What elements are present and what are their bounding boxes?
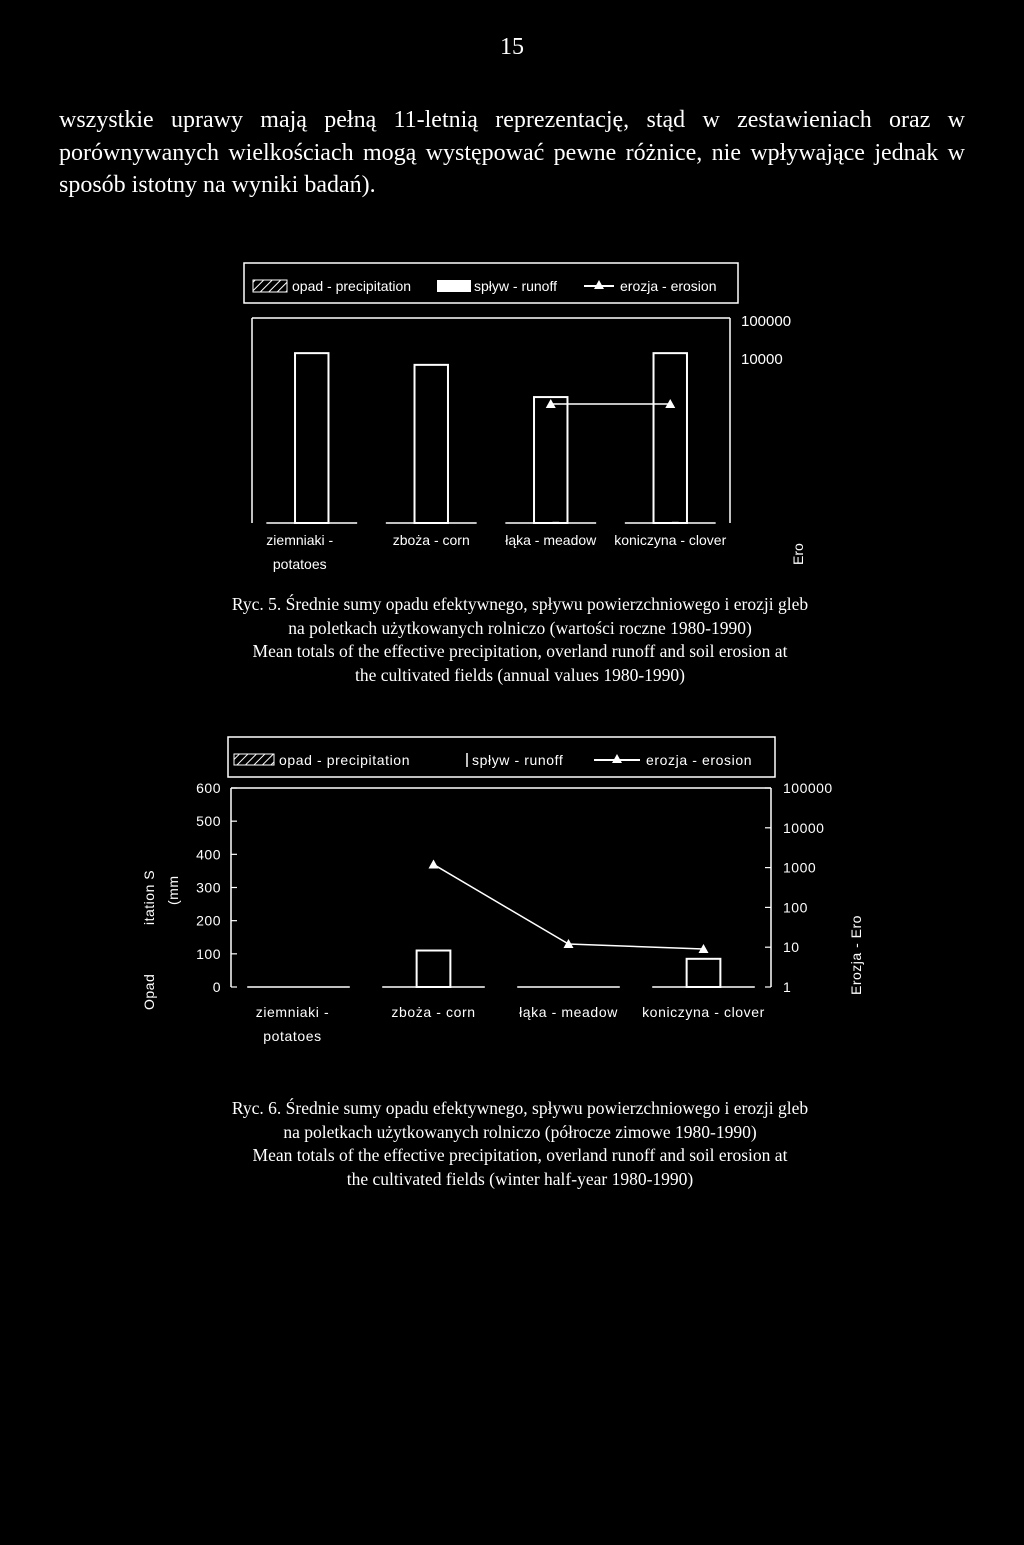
legend-label-erosion: erozja - erosion	[620, 278, 717, 294]
legend-label-runoff: spływ - runoff	[474, 278, 557, 294]
legend-label-erosion: erozja - erosion	[646, 752, 753, 768]
erosion-point-0	[429, 859, 439, 868]
right-tick-label-1: 1	[783, 979, 792, 995]
right-axis	[765, 780, 833, 995]
legend-label-precipitation: opad - precipitation	[292, 278, 412, 294]
figure-5-caption-en-line-2: the cultivated fields (annual values 1980-1990)	[355, 664, 685, 685]
figure-6-caption-en-line-1: Mean totals of the effective precipitation, overland runoff and soil erosion at	[252, 1145, 788, 1165]
category-label-ziemniaki-potatoes-1: potatoes	[272, 556, 327, 572]
right-tick-label-1000: 1000	[783, 859, 817, 876]
legend-triangle-erosion-icon	[612, 754, 622, 763]
right-tick-label-10000: 10000	[741, 351, 783, 368]
category-label-zbo-a-corn-0: zboża - corn	[392, 532, 470, 548]
legend-swatch-precipitation	[234, 754, 274, 765]
precipitation-bar-zbo-a-corn	[417, 951, 451, 987]
intro-paragraph: wszystkie uprawy mają pełną 11-letnią reprezentację, stąd w zestawieniach oraz w porównywanych wielkościach mogą występować pewne różnice, nie wpływające jednak w sposób istotny na wyniki badań).	[59, 107, 965, 198]
figure-6-caption-pl-line-1: Ryc. 6. Średnie sumy opadu efektywnego, spływu powierzchniowego i erozji gleb	[231, 1098, 809, 1118]
category-label-ziemniaki-potatoes-1: potatoes	[263, 1028, 322, 1044]
legend	[234, 752, 752, 768]
right-tick-label-10: 10	[783, 939, 800, 956]
figure-6-caption-en-line-2: the cultivated fields (winter half-year 1980-1990)	[346, 1168, 694, 1189]
right-tick-label-100000: 100000	[741, 313, 792, 330]
right-axis-label: Erozja - Ero	[848, 915, 864, 995]
figure-6-caption	[150, 1097, 890, 1191]
category-label-koniczyna-clover-0: koniczyna - clover	[614, 532, 727, 548]
left-tick-label-300: 300	[196, 879, 221, 896]
category-label-zbo-a-corn-0: zboża - corn	[391, 1004, 476, 1020]
legend-label-precipitation: opad - precipitation	[279, 752, 411, 768]
figure-5-caption-en-line-1: Mean totals of the effective precipitation, overland runoff and soil erosion at	[252, 641, 788, 661]
left-tick-label-600: 600	[196, 780, 221, 796]
erosion-line	[434, 864, 704, 949]
plot-area	[231, 788, 771, 1044]
left-axis-label-line-2: itation S	[141, 869, 157, 925]
left-tick-label-100: 100	[196, 945, 221, 962]
page-number: 15	[500, 34, 524, 60]
figure-6-caption-pl-line-2: na poletkach użytkowanych rolniczo (półrocze zimowe 1980-1990)	[283, 1121, 757, 1142]
right-axis-label: Ero	[790, 543, 806, 565]
precipitation-bar-koniczyna-clover	[687, 959, 721, 987]
left-tick-label-400: 400	[196, 846, 221, 863]
left-tick-label-0: 0	[212, 979, 221, 995]
category-label-ziemniaki-potatoes-0: ziemniaki -	[255, 1004, 330, 1020]
legend-label-runoff: spływ - runoff	[472, 752, 564, 768]
category-label-ka-meadow-0: łąka - meadow	[505, 532, 597, 548]
category-label-ziemniaki-potatoes-0: ziemniaki -	[266, 532, 334, 548]
right-tick-label-100: 100	[783, 899, 808, 916]
category-label-ka-meadow-0: łąka - meadow	[519, 1004, 618, 1020]
left-axis-unit-label: (mm	[165, 875, 181, 905]
left-tick-label-200: 200	[196, 912, 221, 929]
figure-5-caption-pl-line-2: na poletkach użytkowanych rolniczo (wartości roczne 1980-1990)	[288, 617, 752, 638]
left-tick-label-500: 500	[196, 813, 221, 830]
right-tick-label-100000: 100000	[783, 780, 833, 796]
figure-5-caption-pl-line-1: Ryc. 5. Średnie sumy opadu efektywnego, spływu powierzchniowego i erozji gleb	[231, 594, 809, 614]
left-axis-label-line-1: Opad	[141, 973, 157, 1010]
category-label-koniczyna-clover-0: koniczyna - clover	[642, 1004, 765, 1020]
right-tick-label-10000: 10000	[783, 819, 825, 836]
